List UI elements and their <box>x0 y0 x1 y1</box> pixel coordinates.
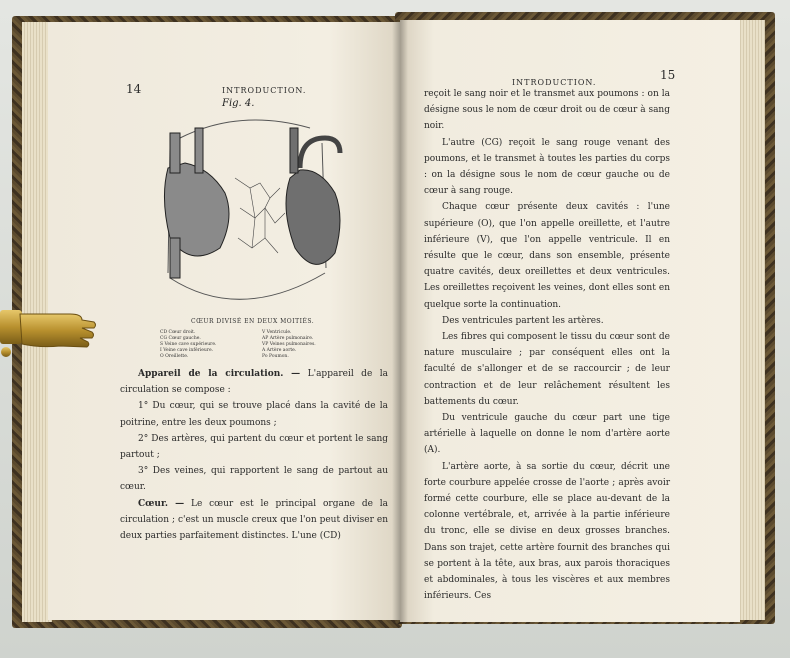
paragraph: Le cœur est le principal organe de la circulation ; c'est un muscle creux que l'on peut diviser en deux parties parfaitement distinctes. L'une (CD) <box>120 498 389 542</box>
figure-caption: CŒUR DIVISÉ EN DEUX MOITIÉS. <box>191 318 315 325</box>
right-running-head: INTRODUCTION. <box>512 78 597 87</box>
paragraph: 3° Des veines, qui rapportent le sang de partout au cœur. <box>120 466 388 493</box>
paragraph: L'artère aorte, à sa sortie du cœur, décrit une forte courbure appelée crosse de l'aorte ; après avoir formé cette courbure, elle se place au-devant de la colonne vertébrale, et, arrivée à la partie inférieure du tronc, elle se divise en deux grosses branches. Dans son trajet, cette artère fournit des branches qui se portent à la tête, aux bras, aux parois thoraciques et abdominales, à tous les viscères et aux membres inférieurs. Ces <box>424 461 670 602</box>
legend-item: I Veine cave inférieure. <box>160 348 214 353</box>
legend-item: AP Artère pulmonaire. <box>262 336 314 341</box>
legend-item: Po Poumon. <box>262 354 289 359</box>
right-body-text <box>424 86 670 605</box>
left-running-head: INTRODUCTION. <box>222 86 307 95</box>
paragraph: L'appareil de la circulation se compose : <box>120 369 388 396</box>
paragraph: Les fibres qui composent le tissu du cœur sont de nature musculaire ; par conséquent elles ont la faculté de s'allonger et de se raccourcir ; de leur contraction et de leur relâchement résultent les battements du cœur. <box>424 332 670 407</box>
section-heading: Appareil de la circulation. — <box>138 369 301 379</box>
section-heading: Cœur. — <box>138 498 185 509</box>
legend-item: CD Cœur droit. <box>160 330 196 335</box>
figure-label: Fig. 4. <box>222 98 255 109</box>
figure-legend-left <box>160 330 216 360</box>
brass-hand-clip <box>0 300 98 360</box>
paragraph: L'autre (CG) reçoit le sang rouge venant des poumons, et le transmet à toutes les parties du corps : on la désigne sous le nom de cœur gauche ou de cœur à sang rouge. <box>424 137 670 197</box>
paragraph: Du ventricule gauche du cœur part une tige artérielle à laquelle on donne le nom d'artère aorte (A). <box>424 413 670 456</box>
right-page-number: 15 <box>660 68 676 82</box>
paragraph: 2° Des artères, qui partent du cœur et portent le sang partout ; <box>120 433 388 461</box>
paragraph: reçoit le sang noir et le transmet aux poumons : on la désigne sous le nom de cœur droit ou de cœur à sang noir. <box>424 89 670 132</box>
legend-item: VP Veines pulmonaires. <box>262 342 316 347</box>
left-page-number: 14 <box>126 82 142 96</box>
legend-item: CG Cœur gauche. <box>160 336 201 341</box>
legend-item: O Oreillette. <box>160 354 189 359</box>
paragraph: Chaque cœur présente deux cavités : l'une supérieure (O), que l'on appelle oreillette, et l'autre inférieure (V), que l'on appelle ventricule. Il en résulte que le cœur, dans son ensemble, présente quatre cavités, deux oreillettes et deux ventricules. Les oreillettes reçoivent les veines, dont elles sont en quelque sorte la continuation. <box>424 202 670 310</box>
paragraph: Des ventricules partent les artères. <box>442 315 604 326</box>
figure-legend-right <box>262 330 316 360</box>
paragraph: 1° Du cœur, qui se trouve placé dans la cavité de la poitrine, entre les deux poumons ; <box>120 401 388 428</box>
right-heart <box>164 128 229 278</box>
heart-illustration <box>140 108 350 318</box>
legend-item: A Artère aorte. <box>262 348 297 353</box>
left-heart <box>286 128 340 264</box>
book-gutter <box>392 20 408 624</box>
left-body-text <box>120 366 388 544</box>
lung-network <box>235 178 285 253</box>
legend-item: S Veine cave supérieure. <box>160 342 217 347</box>
legend-item: V Ventricule. <box>262 330 292 335</box>
